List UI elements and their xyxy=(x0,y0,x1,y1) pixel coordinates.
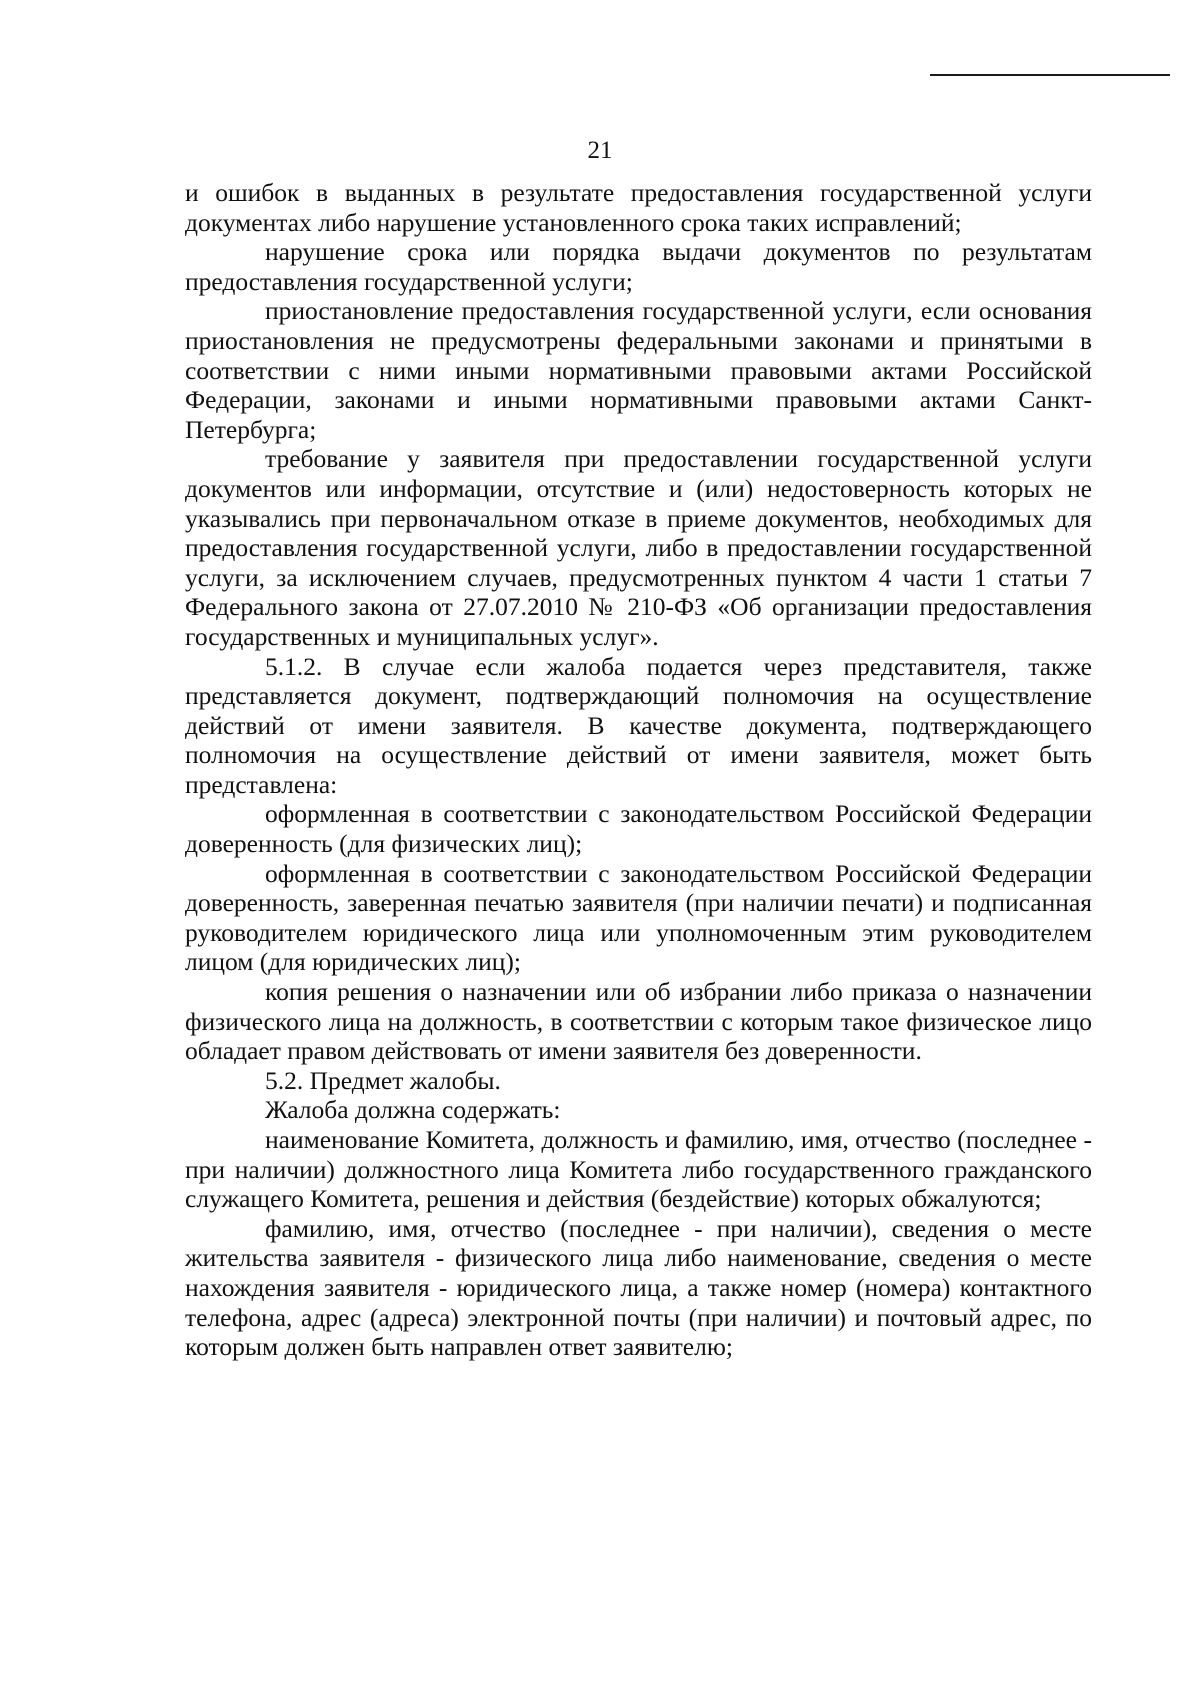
paragraph: Жалоба должна содержать: xyxy=(265,1095,561,1125)
paragraph: копия решения о назначении или об избрании либо приказа о назначении физического лица на должность, в соответствии с которым такое физическое лицо обладает правом действовать от имени заявителя без доверенности. xyxy=(185,977,1092,1066)
section-heading-5-2: 5.2. Предмет жалобы. xyxy=(265,1065,501,1095)
paragraph-section-5-1-2: 5.1.2. В случае если жалоба подается через представителя, также представляется документ, подтверждающий полномочия на осуществление действий от имени заявителя. В качестве документа, подтверждающего полномочия на осуществление действий от имени заявителя, может быть представлена: xyxy=(185,651,1092,799)
paragraph: оформленная в соответствии с законодательством Российской Федерации доверенность, заверенная печатью заявителя (при наличии печати) и подписанная руководителем юридического лица или уполномоченным этим руководителем лицом (для юридических лиц); xyxy=(185,858,1092,977)
paragraph: нарушение срока или порядка выдачи документов по результатам предоставления государственной услуги; xyxy=(185,237,1092,296)
paragraph: наименование Комитета, должность и фамилию, имя, отчество (последнее - при наличии) должностного лица Комитета либо государственного гражданского служащего Комитета, решения и действия (бездействие) которых обжалуются; xyxy=(185,1125,1092,1214)
header-rule xyxy=(930,74,1170,76)
paragraph: приостановление предоставления государственной услуги, если основания приостановления не предусмотрены федеральными законами и принятыми в соответствии с ними иными нормативными правовыми актами Российской Федерации, законами и иными нормативными правовыми актами Санкт-Петербурга; xyxy=(185,296,1092,444)
paragraph: оформленная в соответствии с законодательством Российской Федерации доверенность (для физических лиц); xyxy=(185,799,1092,859)
document-body xyxy=(185,178,1092,1362)
paragraph-continuation: и ошибок в выданных в результате предоставления государственной услуги документах либо нарушение установленного срока таких исправлений; xyxy=(185,178,1092,237)
page-number: 21 xyxy=(587,137,613,164)
paragraph: требование у заявителя при предоставлении государственной услуги документов или информации, отсутствие и (или) недостоверность которых не указывались при первоначальном отказе в приеме документов, необходимых для предоставления государственной услуги, либо в предоставлении государственной услуги, за исключением случаев, предусмотренных пунктом 4 части 1 статьи 7 Федерального закона от 27.07.2010 № 210-ФЗ «Об организации предоставления государственных и муниципальных услуг». xyxy=(185,444,1092,651)
paragraph: фамилию, имя, отчество (последнее - при наличии), сведения о месте жительства заявителя - физического лица либо наименование, сведения о месте нахождения заявителя - юридического лица, а также номер (номера) контактного телефона, адрес (адреса) электронной почты (при наличии) и почтовый адрес, по которым должен быть направлен ответ заявителю; xyxy=(185,1213,1092,1362)
